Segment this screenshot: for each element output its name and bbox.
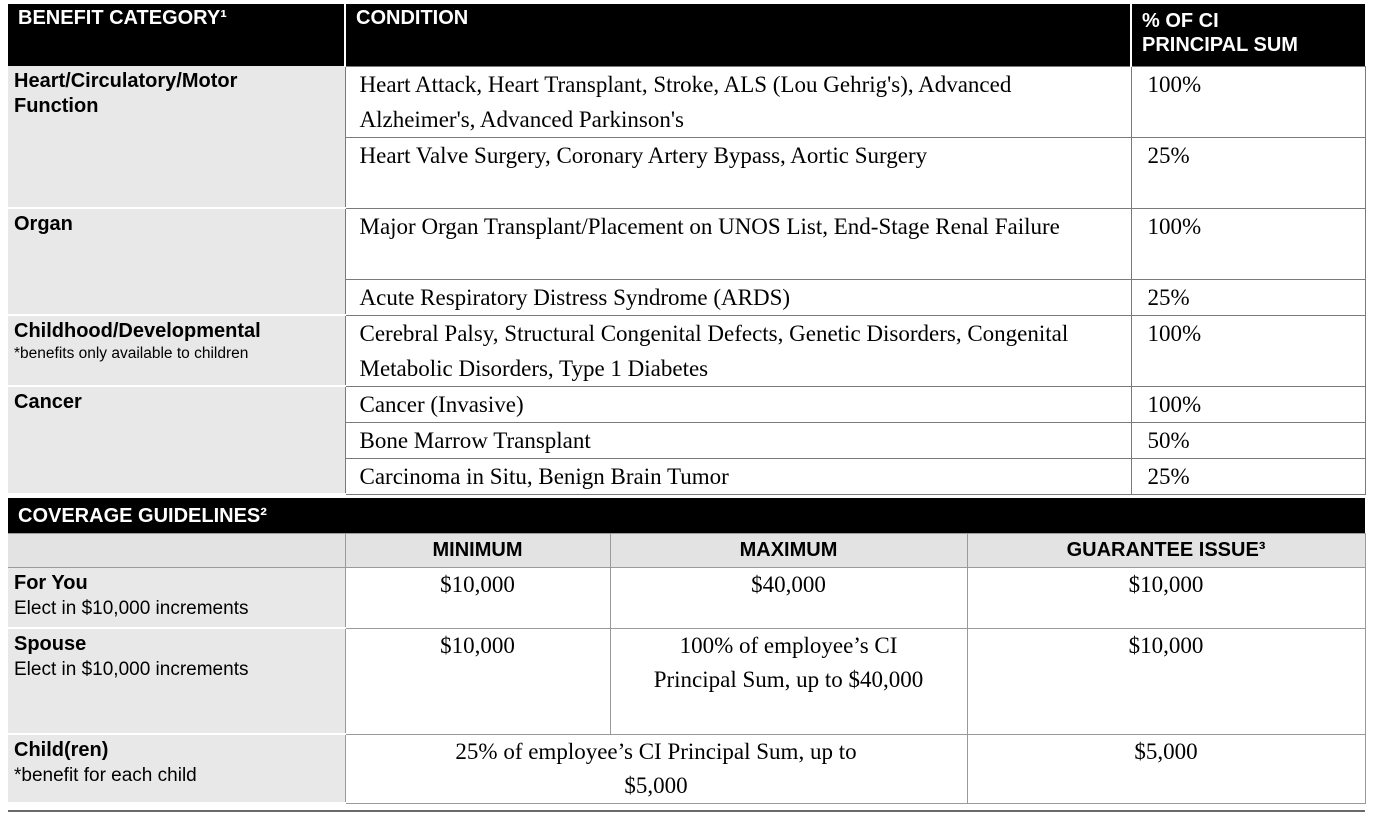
header-guarantee-issue: GUARANTEE ISSUE³ <box>967 534 1365 568</box>
coverage-maximum-cell: 100% of employee’s CI Principal Sum, up to $40,000 <box>610 628 967 734</box>
condition-cell: Heart Attack, Heart Transplant, Stroke, ALS (Lou Gehrig's), Advanced Alzheimer's, Advanced Parkinson's <box>345 66 1131 137</box>
header-maximum: MAXIMUM <box>610 534 967 568</box>
header-condition: CONDITION <box>345 4 1131 66</box>
condition-cell: Carcinoma in Situ, Benign Brain Tumor <box>345 458 1131 494</box>
category-name-line2: Function <box>14 95 99 117</box>
coverage-sublabel: Elect in $10,000 increments <box>14 659 249 680</box>
table-row <box>8 568 1365 629</box>
coverage-label-children <box>8 734 345 803</box>
condition-cell: Heart Valve Surgery, Coronary Artery Bypass, Aortic Surgery <box>345 137 1131 208</box>
coverage-label: Child(ren) <box>14 739 109 761</box>
percent-cell: 100% <box>1131 315 1365 386</box>
category-childhood-developmental <box>8 315 345 386</box>
condition-cell: Cerebral Palsy, Structural Congenital Defects, Genetic Disorders, Congenital Metabolic Disorders, Type 1 Diabetes <box>345 315 1131 386</box>
condition-cell: Major Organ Transplant/Placement on UNOS List, End-Stage Renal Failure <box>345 208 1131 279</box>
table-row <box>8 315 1365 386</box>
category-organ: Organ <box>8 208 345 315</box>
category-note: *benefits only available to children <box>14 345 249 362</box>
header-benefit-category: BENEFIT CATEGORY¹ <box>8 4 345 66</box>
percent-cell: 25% <box>1131 279 1365 315</box>
coverage-sublabel: *benefit for each child <box>14 765 197 786</box>
coverage-minimum-cell: $10,000 <box>345 568 610 629</box>
benefit-table-header-row <box>8 4 1365 66</box>
category-name-line1: Heart/Circulatory/Motor <box>14 70 238 92</box>
coverage-label: For You <box>14 572 88 594</box>
coverage-min-max-combined-cell: 25% of employee’s CI Principal Sum, up to $5,000 <box>345 734 967 803</box>
table-row <box>8 734 1365 803</box>
bottom-rule <box>8 810 1365 812</box>
coverage-label-spouse <box>8 628 345 734</box>
coverage-guarantee-cell: $10,000 <box>967 628 1365 734</box>
coverage-blank-header <box>8 534 345 568</box>
category-cancer: Cancer <box>8 386 345 494</box>
table-row <box>8 208 1365 279</box>
table-row <box>8 66 1365 137</box>
percent-cell: 25% <box>1131 458 1365 494</box>
benefit-table <box>8 4 1366 495</box>
percent-cell: 100% <box>1131 386 1365 422</box>
table-row <box>8 628 1365 734</box>
percent-cell: 100% <box>1131 208 1365 279</box>
condition-cell: Bone Marrow Transplant <box>345 422 1131 458</box>
header-percent-line1: % OF CI <box>1142 10 1219 32</box>
header-percent-principal-sum <box>1131 4 1365 66</box>
coverage-label-for-you <box>8 568 345 629</box>
category-name-line1: Childhood/Developmental <box>14 320 261 342</box>
coverage-label: Spouse <box>14 633 87 655</box>
coverage-maximum-cell: $40,000 <box>610 568 967 629</box>
percent-cell: 25% <box>1131 137 1365 208</box>
coverage-column-header-row <box>8 534 1365 568</box>
category-heart-circulatory-motor <box>8 66 345 208</box>
percent-cell: 50% <box>1131 422 1365 458</box>
header-percent-line2: PRINCIPAL SUM <box>1142 34 1298 56</box>
percent-cell: 100% <box>1131 66 1365 137</box>
coverage-sublabel: Elect in $10,000 increments <box>14 598 249 619</box>
coverage-table <box>8 498 1366 804</box>
ci-benefits-document <box>8 4 1365 804</box>
coverage-minimum-cell: $10,000 <box>345 628 610 734</box>
coverage-guarantee-cell: $5,000 <box>967 734 1365 803</box>
coverage-guarantee-cell: $10,000 <box>967 568 1365 629</box>
table-row <box>8 386 1365 422</box>
condition-cell: Cancer (Invasive) <box>345 386 1131 422</box>
coverage-section-title: COVERAGE GUIDELINES² <box>8 498 1365 534</box>
header-minimum: MINIMUM <box>345 534 610 568</box>
condition-cell: Acute Respiratory Distress Syndrome (ARDS) <box>345 279 1131 315</box>
coverage-section-header-row <box>8 498 1365 534</box>
